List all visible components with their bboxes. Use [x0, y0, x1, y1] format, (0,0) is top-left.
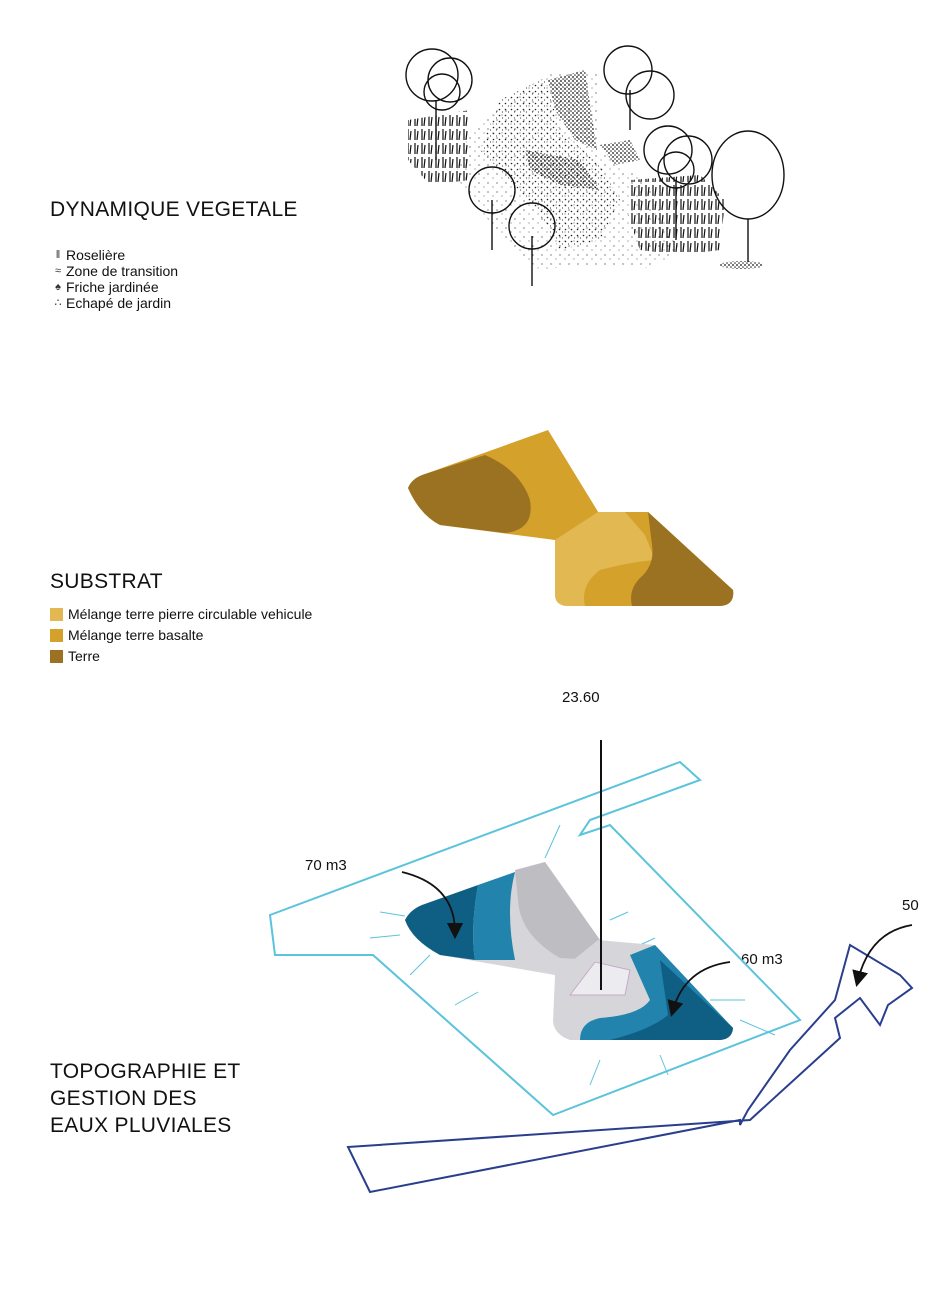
substrate-title: SUBSTRAT	[50, 570, 163, 593]
basin-left-label: 70 m3	[305, 857, 347, 874]
legend-item-roseliere: ǁ Roselière	[50, 247, 178, 263]
basin-far-label: 50	[902, 897, 919, 914]
vegetation-title: DYNAMIQUE VEGETALE	[50, 198, 298, 221]
legend-item-circulable: Mélange terre pierre circulable vehicule	[50, 604, 312, 625]
legend-item-friche: ♠ Friche jardinée	[50, 279, 178, 295]
legend-item-terre: Terre	[50, 646, 312, 667]
legend-item-transition: ≈ Zone de transition	[50, 263, 178, 279]
legend-item-basalte: Mélange terre basalte	[50, 625, 312, 646]
reed-icon: ǁ	[55, 249, 61, 261]
transition-icon: ≈	[54, 265, 62, 277]
dots-icon: ∴	[54, 297, 62, 309]
topography-title: TOPOGRAPHIE ET GESTION DES EAUX PLUVIALES	[50, 1060, 241, 1137]
arrow-far-basin	[858, 925, 912, 980]
shrub-icon: ♠	[55, 281, 61, 293]
water-left-deep	[405, 885, 478, 960]
legend-item-echape: ∴ Echapé de jardin	[50, 295, 178, 311]
water-left-mid	[473, 872, 515, 960]
height-label: 23.60	[562, 689, 600, 706]
basin-right-label: 60 m3	[741, 951, 783, 968]
